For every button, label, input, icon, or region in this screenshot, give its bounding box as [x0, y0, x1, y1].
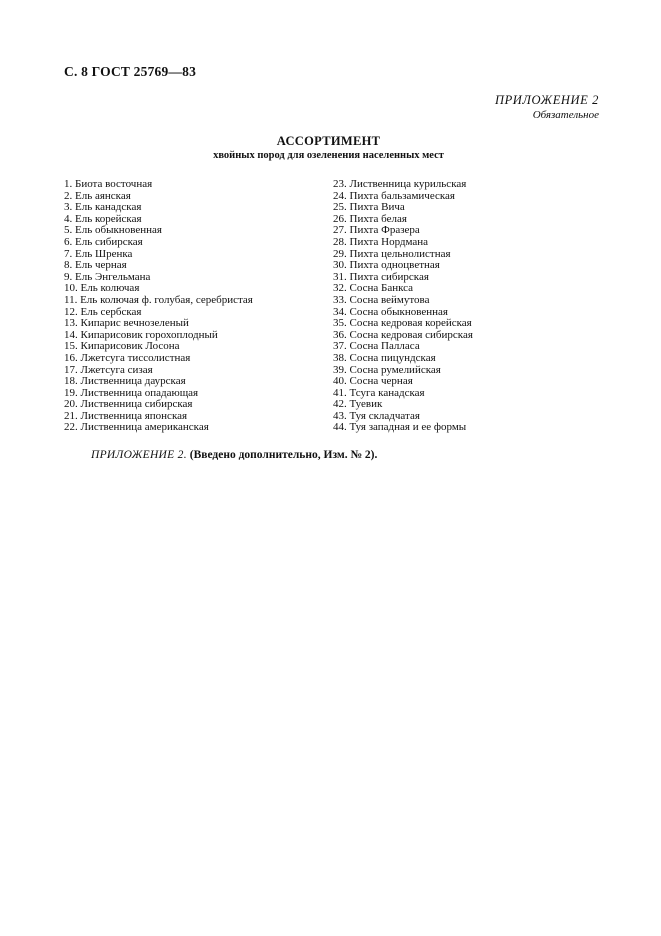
list-item: 41. Тсуга канадская	[333, 386, 425, 399]
list-item: 7. Ель Шренка	[64, 247, 133, 260]
amendment-note-label: ПРИЛОЖЕНИЕ 2.	[91, 449, 187, 461]
list-item: 13. Кипарис вечнозеленый	[64, 317, 189, 330]
document-subtitle: хвойных пород для озеленения населенных мест	[213, 150, 444, 161]
species-list-right	[333, 179, 613, 434]
species-list-left	[64, 179, 304, 434]
list-item: 15. Кипарисовик Лосона	[64, 340, 180, 353]
list-item: 12. Ель сербская	[64, 305, 142, 318]
list-item: 31. Пихта сибирская	[333, 270, 429, 283]
list-item: 39. Сосна румелийская	[333, 363, 441, 376]
list-item: 8. Ель черная	[64, 259, 127, 272]
list-item: 17. Лжетсуга сизая	[64, 363, 153, 376]
list-item: 40. Сосна черная	[333, 375, 413, 388]
list-item: 33. Сосна веймутова	[333, 293, 430, 306]
list-item: 23. Лиственница курильская	[333, 178, 467, 190]
list-item: 29. Пихта цельнолистная	[333, 247, 451, 260]
list-item: 25. Пихта Вича	[333, 201, 405, 214]
list-item: 19. Лиственница опадающая	[64, 386, 199, 399]
list-item: 4. Ель корейская	[64, 212, 142, 225]
list-item: 11. Ель колючая ф. голубая, серебристая	[64, 293, 253, 306]
list-item: 30. Пихта одноцветная	[333, 259, 440, 272]
list-item: 10. Ель колючая	[64, 282, 140, 295]
list-item: 36. Сосна кедровая сибирская	[333, 328, 473, 341]
document-title: АССОРТИМЕНТ	[276, 134, 381, 148]
list-item: 18. Лиственница даурская	[64, 375, 186, 388]
list-item: 6. Ель сибирская	[64, 235, 143, 248]
appendix-block	[495, 93, 599, 121]
list-item: 14. Кипарисовик горохоплодный	[64, 328, 218, 341]
list-item: 27. Пихта Фразера	[333, 224, 420, 237]
list-item: 5. Ель обыкновенная	[64, 224, 162, 237]
list-item: 42. Туевик	[333, 398, 383, 411]
list-item: 9. Ель Энгельмана	[64, 270, 151, 283]
list-item: 20. Лиственница сибирская	[64, 398, 193, 411]
list-item: 28. Пихта Нордмана	[333, 235, 429, 248]
list-item: 44. Туя западная и ее формы	[333, 421, 467, 434]
list-item: 22. Лиственница американская	[64, 421, 209, 434]
list-item: 21. Лиственница японская	[64, 409, 188, 422]
page-header: С. 8 ГОСТ 25769—83	[64, 64, 197, 79]
list-item: 1. Биота восточная	[64, 178, 153, 190]
list-item: 43. Туя складчатая	[333, 409, 420, 422]
list-item: 16. Лжетсуга тиссолистная	[64, 351, 191, 364]
list-item: 37. Сосна Палласа	[333, 340, 420, 353]
list-item: 38. Сосна пицундская	[333, 351, 436, 364]
amendment-note-text: (Введено дополнительно, Изм. № 2).	[189, 449, 378, 461]
amendment-note	[91, 449, 377, 461]
appendix-label: ПРИЛОЖЕНИЕ 2	[494, 93, 599, 107]
list-item: 32. Сосна Банкса	[333, 282, 414, 295]
title-block	[0, 134, 661, 161]
list-item: 34. Сосна обыкновенная	[333, 305, 448, 318]
appendix-status: Обязательное	[532, 109, 599, 121]
list-item: 26. Пихта белая	[333, 212, 407, 225]
list-item: 35. Сосна кедровая корейская	[333, 317, 472, 330]
list-item: 24. Пихта бальзамическая	[333, 189, 455, 202]
list-item: 2. Ель аянская	[64, 189, 131, 202]
list-item: 3. Ель канадская	[64, 201, 142, 214]
